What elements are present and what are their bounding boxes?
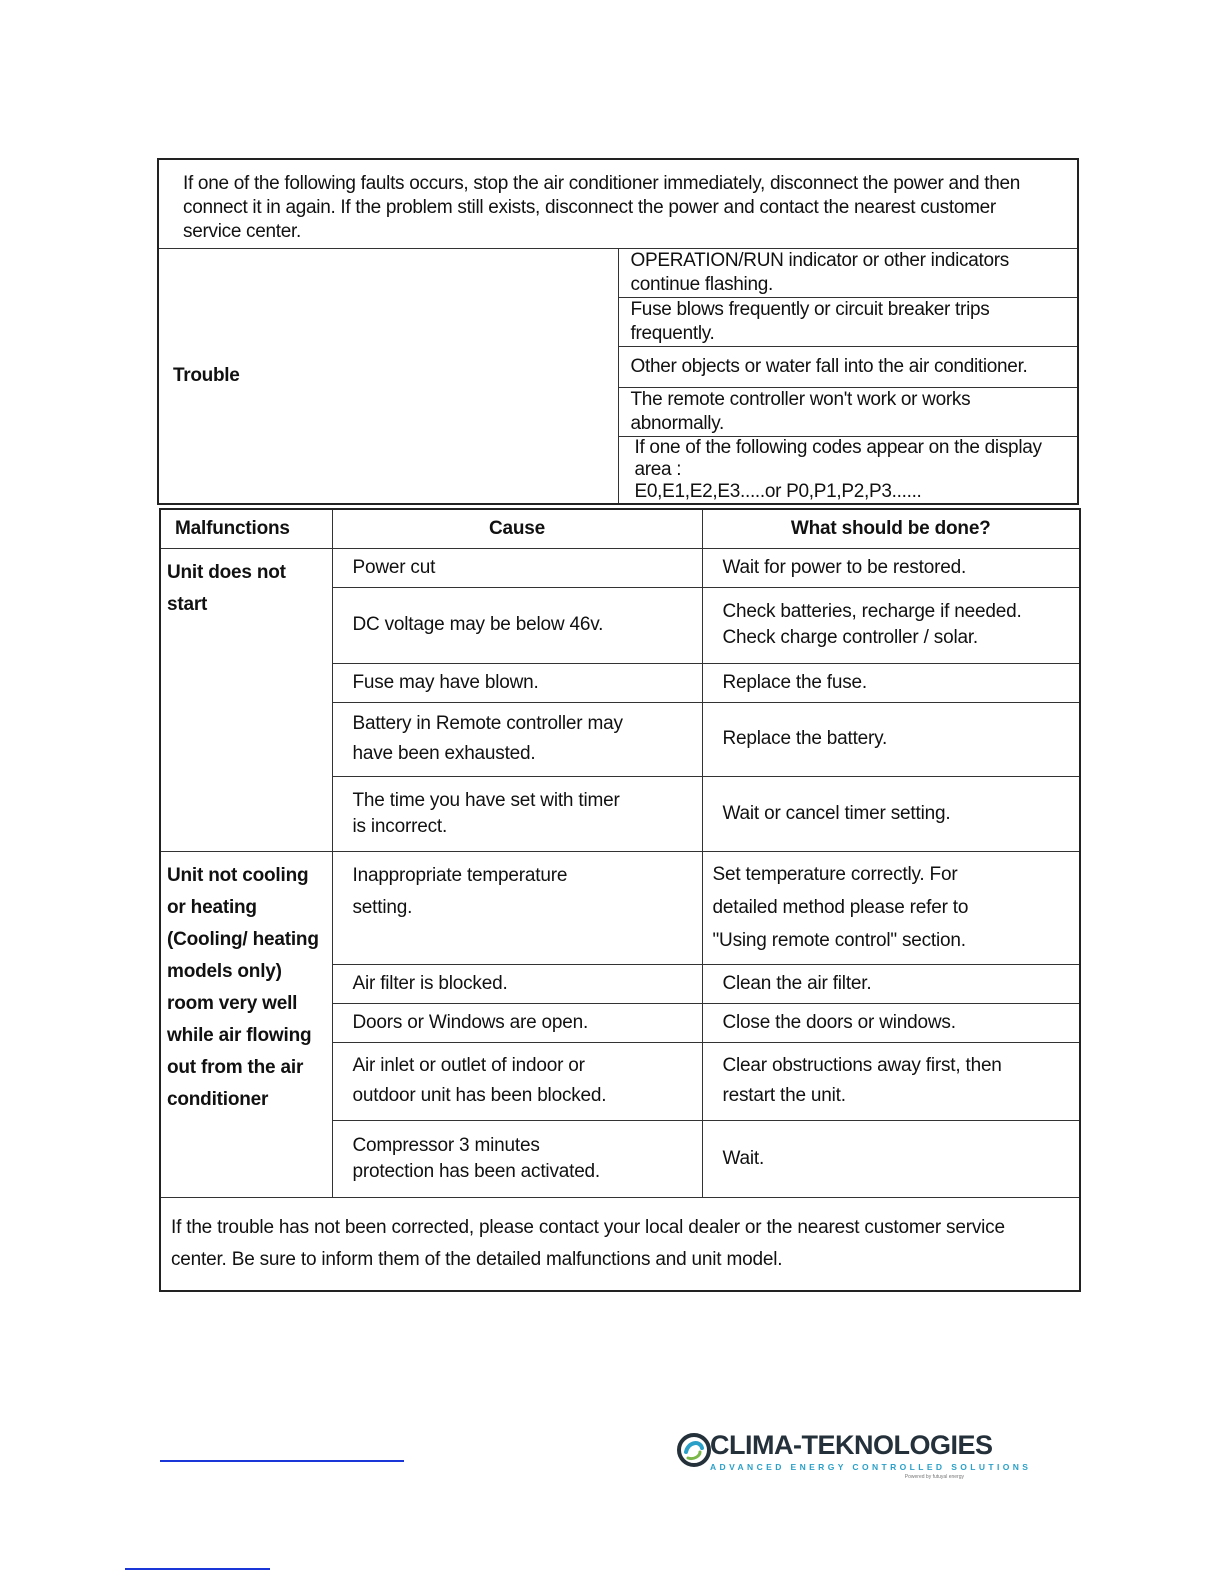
table-row	[160, 548, 1080, 587]
logo-tagline: ADVANCED ENERGY CONTROLLED SOLUTIONS	[710, 1462, 1032, 1472]
footer-note: If the trouble has not been corrected, please contact your local dealer or the nearest customer service center. Be sure to inform them of the detailed malfunctions and unit model.	[160, 1197, 1080, 1291]
malfunction-table	[159, 508, 1081, 1292]
table-header-row	[160, 509, 1080, 548]
cause-cell: The time you have set with timer is incorrect.	[332, 776, 702, 851]
trouble-item-codes: If one of the following codes appear on the display area : E0,E1,E2,E3.....or P0,P1,P2,P3......	[618, 437, 1078, 505]
footer-link[interactable]	[160, 1440, 404, 1462]
cause-cell: Inappropriate temperature setting.	[332, 851, 702, 964]
header-malfunctions: Malfunctions	[160, 509, 332, 548]
cause-cell: Battery in Remote controller may have been exhausted.	[332, 702, 702, 776]
cause-cell: Fuse may have blown.	[332, 663, 702, 702]
company-logo	[676, 1430, 1032, 1486]
action-cell: Replace the fuse.	[702, 663, 1080, 702]
footer-link-bottom[interactable]	[125, 1560, 270, 1570]
swirl-logo-icon	[676, 1432, 712, 1468]
action-cell: Close the doors or windows.	[702, 1003, 1080, 1042]
cause-cell: Air inlet or outlet of indoor or outdoor unit has been blocked.	[332, 1042, 702, 1120]
trouble-item: Fuse blows frequently or circuit breaker trips frequently.	[618, 298, 1078, 347]
trouble-item: The remote controller won't work or works abnormally.	[618, 388, 1078, 437]
trouble-label: Trouble	[158, 249, 618, 505]
action-cell: Clear obstructions away first, then restart the unit.	[702, 1042, 1080, 1120]
logo-wordmark: CLIMA-TEKNOLOGIES	[710, 1430, 993, 1460]
malfunction-group-not-start: Unit does not start	[160, 548, 332, 851]
action-cell: Set temperature correctly. For detailed method please refer to "Using remote control" section.	[702, 851, 1080, 964]
trouble-table	[157, 158, 1079, 505]
malfunction-group-not-cooling: Unit not cooling or heating (Cooling/ heating models only) room very well while air flowing out from the air conditioner	[160, 851, 332, 1197]
action-cell: Replace the battery.	[702, 702, 1080, 776]
trouble-item: Other objects or water fall into the air conditioner.	[618, 347, 1078, 388]
cause-cell: Compressor 3 minutes protection has been activated.	[332, 1120, 702, 1197]
trouble-intro: If one of the following faults occurs, stop the air conditioner immediately, disconnect the power and then connect it in again. If the problem still exists, disconnect the power and contact the nearest customer service center.	[158, 159, 1078, 249]
trouble-item: OPERATION/RUN indicator or other indicators continue flashing.	[618, 249, 1078, 298]
action-cell: Wait or cancel timer setting.	[702, 776, 1080, 851]
action-cell: Check batteries, recharge if needed. Check charge controller / solar.	[702, 587, 1080, 663]
cause-cell: DC voltage may be below 46v.	[332, 587, 702, 663]
cause-cell: Air filter is blocked.	[332, 964, 702, 1003]
table-row	[160, 1197, 1080, 1291]
logo-powered: Powered by futuyal energy	[904, 1474, 964, 1480]
action-cell: Clean the air filter.	[702, 964, 1080, 1003]
cause-cell: Doors or Windows are open.	[332, 1003, 702, 1042]
action-cell: Wait.	[702, 1120, 1080, 1197]
action-cell: Wait for power to be restored.	[702, 548, 1080, 587]
cause-cell: Power cut	[332, 548, 702, 587]
header-cause: Cause	[332, 509, 702, 548]
table-row	[160, 851, 1080, 964]
header-action: What should be done?	[702, 509, 1080, 548]
